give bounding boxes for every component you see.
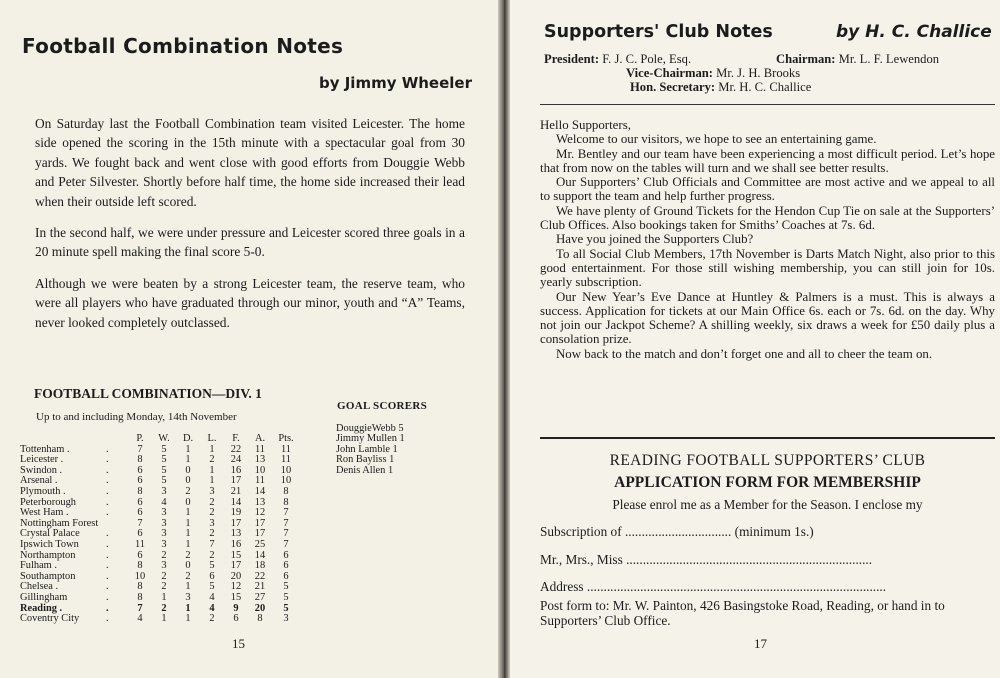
table-cell: . (106, 570, 109, 582)
table-cell: 6 (209, 570, 215, 582)
table-cell: 8 (283, 496, 289, 508)
table-cell: 22 (230, 443, 242, 455)
table-cell: 7 (283, 538, 289, 550)
table-cell: 5 (161, 464, 167, 476)
form-heading: READING FOOTBALL SUPPORTERS’ CLUB (609, 452, 926, 469)
table-cell: 0 (185, 496, 191, 508)
goal-scorers-title: GOAL SCORERS (337, 400, 428, 412)
address-field: Address .......................................................................................... (540, 579, 887, 594)
table-cell: 6 (137, 528, 143, 540)
table-cell: 9 (233, 602, 239, 614)
table-cell: Northampton (20, 549, 76, 561)
form-intro: Please enrol me as a Member for the Season. I enclose my (612, 497, 923, 512)
table-cell: 6 (283, 560, 289, 572)
table-cell: Coventry City (20, 613, 80, 625)
table-cell: 5 (283, 602, 289, 614)
president-label: President: (544, 52, 600, 66)
table-cell: 13 (254, 496, 266, 508)
table-cell: 3 (185, 591, 191, 603)
table-cell: West Ham . (20, 507, 69, 519)
table-cell: 3 (161, 560, 167, 572)
table-cell: 6 (137, 475, 143, 487)
table-cell: 2 (209, 496, 215, 508)
supporters-notes-byline: by H. C. Challice (836, 22, 992, 42)
table-cell: 13 (230, 528, 242, 540)
table-cell: 6 (137, 549, 143, 561)
notes-paragraph: Our Supporters’ Club Officials and Committee are most active and we appeal to all to support the team and help further progress. (540, 175, 995, 204)
table-cell: Reading . (20, 602, 63, 614)
table-cell: 7 (209, 538, 215, 550)
table-cell: 7 (283, 528, 289, 540)
table-cell: 6 (137, 507, 143, 519)
table-row (20, 614, 300, 625)
notes-paragraph: In the second half, we were under pressure and Leicester scored three goals in a 20 minute spell making the final score 5-0. (35, 225, 465, 260)
table-cell: . (106, 538, 109, 550)
table-cell: Chelsea . (20, 581, 59, 593)
table-cell: 5 (209, 560, 215, 572)
column-header: L. (207, 433, 217, 444)
table-cell: 10 (280, 464, 292, 476)
table-cell: 8 (137, 454, 143, 466)
table-cell: 1 (209, 475, 215, 487)
page-17 (510, 0, 1000, 678)
table-cell: 27 (254, 591, 266, 603)
combination-notes-title: Football Combination Notes (22, 34, 344, 58)
column-header (106, 434, 128, 445)
table-cell: 1 (161, 591, 167, 603)
table-cell: . (106, 528, 109, 540)
chairman-label: Chairman: (776, 52, 836, 66)
table-cell: 2 (161, 581, 167, 593)
notes-paragraph: Mr. Bentley and our team have been experiencing a most difficult period. Let’s hope that from now on the tables will turn and we shall see better results. (540, 146, 995, 175)
divider (540, 104, 995, 105)
subscription-field: Subscription of ................................ (minimum 1s.) (540, 524, 814, 539)
table-row (20, 540, 300, 551)
table-cell: 8 (137, 485, 143, 497)
table-cell: . (106, 485, 109, 497)
table-cell: 5 (161, 443, 167, 455)
table-cell: . (106, 591, 109, 603)
table-cell: 1 (209, 443, 215, 455)
column-header: F. (232, 433, 240, 444)
table-cell (106, 519, 128, 530)
table-cell: 1 (185, 581, 191, 593)
table-cell: 3 (209, 517, 215, 529)
notes-paragraph: Now back to the match and don’t forget one and all to cheer the team on. (556, 346, 933, 361)
chairman-name: Mr. L. F. Lewendon (838, 52, 940, 66)
table-cell: 1 (209, 464, 215, 476)
table-cell: 6 (233, 613, 239, 625)
table-cell: Ipswich Town (20, 538, 79, 550)
table-cell: 21 (230, 485, 242, 497)
notes-paragraph: Have you joined the Supporters Club? (556, 232, 754, 247)
vice-chairman-name: Mr. J. H. Brooks (716, 66, 801, 80)
table-cell: 12 (254, 507, 266, 519)
table-cell: 14 (254, 485, 266, 497)
name-field: Mr., Mrs., Miss .......................................................................... (540, 552, 873, 567)
table-cell: 0 (185, 560, 191, 572)
goal-scorer: DouggieWebb 5 (336, 423, 404, 434)
league-table-title: FOOTBALL COMBINATION—DIV. 1 (34, 386, 262, 401)
table-cell: 3 (161, 538, 167, 550)
table-cell: 20 (230, 570, 242, 582)
table-cell: 11 (254, 443, 265, 455)
table-cell: . (106, 581, 109, 593)
table-cell: 1 (161, 613, 167, 625)
table-row (20, 487, 300, 498)
divider (540, 437, 995, 439)
table-cell: Fulham . (20, 560, 57, 572)
table-cell: Swindon . (20, 464, 63, 476)
table-cell: 1 (185, 454, 191, 466)
table-cell: 16 (230, 538, 242, 550)
table-cell: 11 (280, 443, 291, 455)
table-cell: Peterborough (20, 496, 76, 508)
notes-paragraph: To all Social Club Members, 17th November is Darts Match Night, also prior to this good entertainment. For those still wishing membership, you can still join for 10s. yearly subscription. (540, 246, 995, 290)
table-cell: 3 (161, 485, 167, 497)
table-cell: . (106, 496, 109, 508)
table-cell: 7 (137, 517, 143, 529)
notes-paragraph: On Saturday last the Football Combination team visited Leicester. The home side opened the scoring in the 15th minute with a spectacular goal from 30 yards. We fought back and went close with good efforts from Douggie Webb and Peter Silvester. Shortly before half time, the home side increased their lead when their outside left scored. (35, 116, 465, 209)
table-cell: 2 (161, 549, 167, 561)
table-cell: 1 (185, 507, 191, 519)
post-instructions: Post form to: Mr. W. Painton, 426 Basingstoke Road, Reading, or hand in to Supporters’ Club Office. (540, 598, 945, 628)
goal-scorer: John Lamble 1 (336, 443, 398, 455)
table-cell: 21 (254, 581, 266, 593)
table-cell: 0 (185, 475, 191, 487)
table-cell: 17 (230, 560, 242, 572)
table-cell: . (106, 443, 109, 455)
table-cell: 8 (137, 581, 143, 593)
table-cell: Southampton (20, 570, 76, 582)
table-cell: Arsenal . (20, 475, 58, 487)
goal-scorer: Ron Bayliss 1 (336, 454, 395, 466)
table-cell: 2 (161, 602, 167, 614)
table-cell: 5 (161, 475, 167, 487)
table-cell: 8 (137, 560, 143, 572)
table-cell: 22 (254, 570, 266, 582)
league-table (20, 434, 300, 625)
table-cell: Leicester . (20, 454, 64, 466)
secretary-name: Mr. H. C. Challice (718, 80, 812, 94)
table-cell: 2 (185, 570, 191, 582)
table-cell: 1 (185, 528, 191, 540)
notes-paragraph: Our New Year’s Eve Dance at Huntley & Palmers is a must. This is always a success. Application for tickets at our Main Office 6s. each or 7s. 6d. on the day. Why not join our Jackpot Scheme? A shilling weekly, six draws a week for £50 daily plus a consolation prize. (540, 289, 995, 347)
table-cell: . (106, 454, 109, 466)
table-cell: 8 (257, 613, 263, 625)
league-table-subtitle: Up to and including Monday, 14th November (36, 411, 237, 423)
table-cell: . (106, 602, 109, 614)
table-cell: 4 (137, 613, 143, 625)
table-cell: 2 (209, 507, 215, 519)
table-cell: 1 (185, 443, 191, 455)
column-header: W. (158, 433, 170, 444)
table-cell: 2 (209, 613, 215, 625)
notes-paragraph: Although we were beaten by a strong Leicester team, the reserve team, who were all players who have graduated through our minor, youth and “A” Teams, never looked completely outclassed. (35, 275, 465, 330)
column-header: D. (182, 433, 194, 444)
table-cell: 8 (137, 591, 143, 603)
supporters-notes-title: Supporters' Club Notes (544, 22, 773, 42)
goal-scorer: Jimmy Mullen 1 (336, 433, 405, 445)
table-cell: . (106, 464, 109, 476)
table-cell: 2 (185, 485, 191, 497)
table-cell: 19 (230, 507, 242, 519)
table-cell: 7 (137, 443, 143, 455)
table-cell: Gillingham (20, 591, 68, 603)
table-cell: 3 (283, 613, 289, 625)
table-cell: Crystal Palace (20, 528, 80, 540)
table-cell: 3 (161, 528, 167, 540)
table-cell: 3 (209, 485, 215, 497)
goal-scorer: Denis Allen 1 (336, 464, 394, 476)
table-cell: 13 (254, 454, 266, 466)
table-cell: 6 (137, 496, 143, 508)
table-cell: . (106, 613, 109, 625)
table-cell: 11 (280, 454, 291, 466)
column-header: P. (136, 433, 144, 444)
form-title: APPLICATION FORM FOR MEMBERSHIP (614, 474, 921, 491)
table-cell: 5 (161, 454, 167, 466)
page-number: 15 (232, 636, 245, 651)
table-cell: 10 (254, 464, 266, 476)
table-cell: 15 (230, 591, 242, 603)
table-cell: 17 (254, 528, 266, 540)
table-cell: 3 (161, 507, 167, 519)
table-cell: . (106, 475, 109, 487)
table-cell: 2 (209, 454, 215, 466)
table-cell: 17 (230, 475, 242, 487)
table-cell: 1 (185, 613, 191, 625)
table-cell: 7 (283, 517, 289, 529)
table-cell: Tottenham . (20, 443, 70, 455)
column-header: A. (254, 433, 266, 444)
combination-notes-body (35, 114, 465, 344)
table-cell: 3 (161, 517, 167, 529)
table-cell: 20 (254, 602, 266, 614)
table-cell: 11 (134, 538, 145, 550)
binding-gutter (498, 0, 510, 678)
table-cell: 8 (283, 485, 289, 497)
table-cell: 18 (254, 560, 266, 572)
greeting: Hello Supporters, (540, 118, 631, 132)
table-cell: 4 (209, 602, 215, 614)
table-cell: 11 (254, 475, 265, 487)
combination-notes-byline: by Jimmy Wheeler (318, 74, 472, 92)
table-cell: 2 (209, 549, 215, 561)
notes-paragraph: Welcome to our visitors, we hope to see an entertaining game. (556, 132, 877, 147)
table-cell: 4 (209, 591, 215, 603)
table-cell: . (106, 560, 109, 572)
table-cell: 5 (209, 581, 215, 593)
table-cell: 1 (185, 538, 191, 550)
table-cell: 5 (283, 591, 289, 603)
table-cell: Nottingham Forest (20, 517, 99, 529)
table-cell: 2 (161, 570, 167, 582)
table-cell: 17 (230, 517, 242, 529)
club-officers (544, 52, 994, 94)
notes-paragraph: We have plenty of Ground Tickets for the Hendon Cup Tie on sale at the Supporters’ Club Offices. Also bookings taken for Smiths’ Coaches at 7s. 6d. (540, 203, 995, 233)
president-name: F. J. C. Pole, Esq. (602, 52, 692, 66)
column-header (20, 434, 106, 445)
column-header: Pts. (278, 433, 294, 444)
page-number: 17 (754, 636, 767, 651)
table-cell: 6 (283, 549, 289, 561)
table-cell: 0 (185, 464, 191, 476)
table-cell: 5 (283, 581, 289, 593)
goal-scorers-list (336, 424, 405, 476)
table-cell: 6 (283, 570, 289, 582)
table-row (20, 593, 300, 604)
table-cell: 1 (185, 517, 191, 529)
table-cell: 2 (209, 528, 215, 540)
secretary-label: Hon. Secretary: (630, 80, 716, 94)
table-cell: 14 (254, 549, 266, 561)
table-cell: Plymouth . (20, 485, 66, 497)
table-cell: 17 (254, 517, 266, 529)
table-cell: . (106, 507, 109, 519)
table-cell: 2 (185, 549, 191, 561)
table-cell: 14 (230, 496, 242, 508)
table-cell: 12 (230, 581, 242, 593)
page-15 (0, 0, 498, 678)
table-cell: 10 (280, 475, 292, 487)
table-cell: 24 (230, 454, 242, 466)
vice-chairman-label: Vice-Chairman: (626, 66, 713, 80)
table-cell: 10 (134, 570, 146, 582)
table-cell: 7 (137, 602, 143, 614)
table-cell: 25 (254, 538, 266, 550)
table-cell: 6 (137, 464, 143, 476)
table-cell: 4 (161, 496, 167, 508)
table-cell: 1 (185, 602, 191, 614)
table-cell: 7 (283, 507, 289, 519)
table-cell: 15 (230, 549, 242, 561)
table-cell: 16 (230, 464, 242, 476)
table-header-row (20, 434, 300, 445)
table-cell: . (106, 549, 109, 561)
supporters-notes-body (540, 118, 995, 361)
